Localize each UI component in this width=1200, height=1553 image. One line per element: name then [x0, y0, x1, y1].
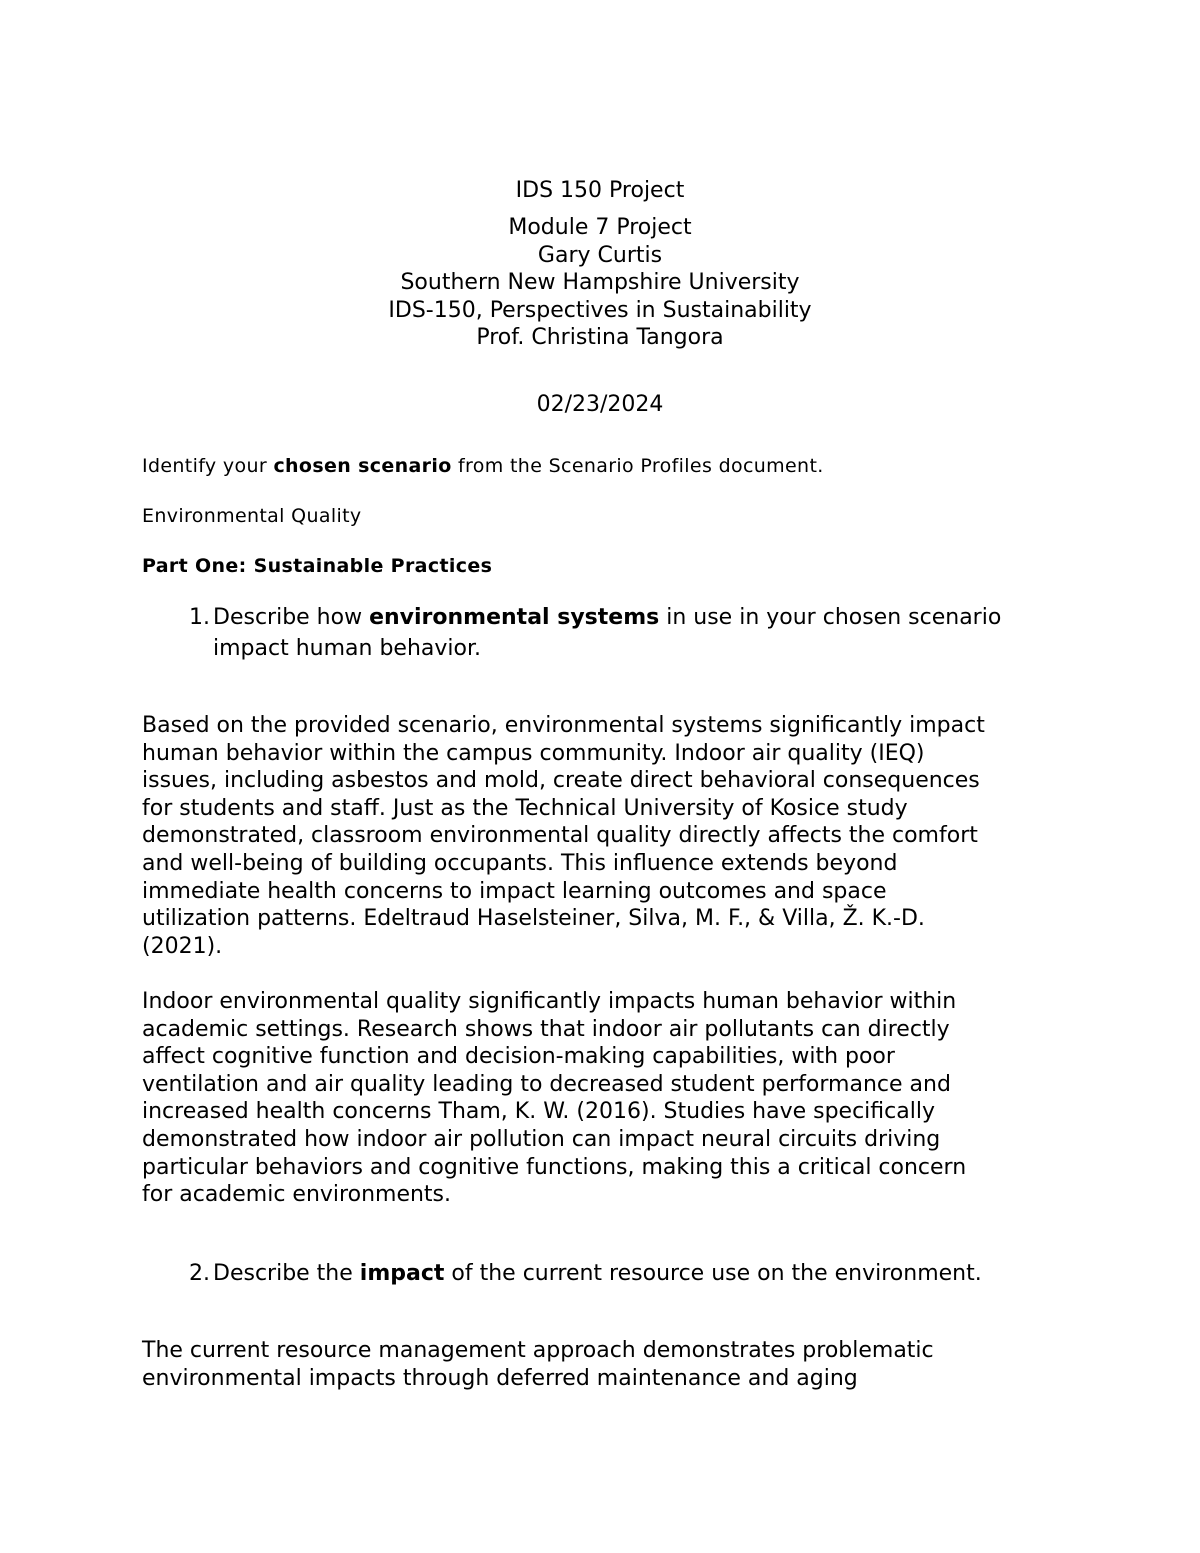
question-2	[176, 1258, 1076, 1289]
question-1	[176, 602, 1076, 664]
paragraph-line: for academic environments.	[142, 1182, 451, 1208]
instruction-text-before: Identify your	[142, 455, 274, 477]
question-1-bold: environmental systems	[369, 605, 660, 630]
paragraph-line: for students and staff. Just as the Technical University of Kosice study	[142, 795, 908, 821]
paragraph-line: The current resource management approach demonstrates problematic	[142, 1338, 934, 1363]
question-2-before: Describe the	[213, 1261, 360, 1286]
paragraph-line: increased health concerns Tham, K. W. (2016). Studies have specifically	[142, 1099, 935, 1125]
answer-paragraph-2	[142, 988, 1082, 1209]
part-one-heading: Part One: Sustainable Practices	[142, 555, 493, 577]
question-1-line2: impact human behavior.	[213, 636, 481, 661]
question-2-text	[213, 1258, 1076, 1289]
question-1-text	[213, 602, 1076, 664]
question-1-before: Describe how	[213, 605, 370, 630]
instruction-text-after: from the Scenario Profiles document.	[451, 455, 824, 477]
instruction-bold: chosen scenario	[273, 455, 452, 477]
paragraph-line: Based on the provided scenario, environmental systems significantly impact	[142, 713, 985, 738]
scenario-answer: Environmental Quality	[142, 505, 362, 527]
paragraph-line: affect cognitive function and decision-making capabilities, with poor	[142, 1044, 895, 1070]
author-line: Gary Curtis	[537, 242, 663, 268]
paragraph-line: and well-being of building occupants. This influence extends beyond	[142, 850, 898, 876]
module-line: Module 7 Project	[508, 215, 692, 240]
cover-block	[0, 214, 1200, 352]
course-line: IDS-150, Perspectives in Sustainability	[388, 297, 812, 323]
university-line: Southern New Hampshire University	[400, 270, 800, 296]
question-1-after: in use in your chosen scenario	[659, 605, 1002, 630]
paragraph-line: environmental impacts through deferred maintenance and aging	[142, 1365, 858, 1391]
paragraph-line: (2021).	[142, 933, 223, 959]
paragraph-line: human behavior within the campus community. Indoor air quality (IEQ)	[142, 740, 925, 766]
answer-paragraph-3	[142, 1337, 1082, 1392]
paragraph-line: immediate health concerns to impact learning outcomes and space	[142, 878, 887, 904]
date-line: 02/23/2024	[536, 392, 664, 417]
paragraph-line: demonstrated how indoor air pollution can impact neural circuits driving	[142, 1126, 941, 1152]
paragraph-line: academic settings. Research shows that indoor air pollutants can directly	[142, 1016, 950, 1042]
question-2-bold: impact	[359, 1261, 445, 1286]
answer-paragraph-1	[142, 712, 1082, 960]
question-2-after: of the current resource use on the environment.	[444, 1261, 982, 1286]
paragraph-line: particular behaviors and cognitive functions, making this a critical concern	[142, 1154, 967, 1180]
paragraph-line: Indoor environmental quality significantly impacts human behavior within	[142, 989, 957, 1014]
document-title: IDS 150 Project	[515, 178, 685, 203]
professor-line: Prof. Christina Tangora	[476, 325, 724, 351]
paragraph-line: utilization patterns. Edeltraud Haselsteiner, Silva, M. F., & Villa, Ž. K.-D.	[142, 906, 925, 932]
paragraph-line: ventilation and air quality leading to decreased student performance and	[142, 1071, 951, 1097]
paragraph-line: issues, including asbestos and mold, create direct behavioral consequences	[142, 768, 980, 794]
scenario-instruction	[142, 453, 1082, 479]
paragraph-line: demonstrated, classroom environmental quality directly affects the comfort	[142, 823, 978, 849]
question-1-number: 1.	[189, 605, 210, 630]
question-2-number: 2.	[189, 1261, 210, 1286]
